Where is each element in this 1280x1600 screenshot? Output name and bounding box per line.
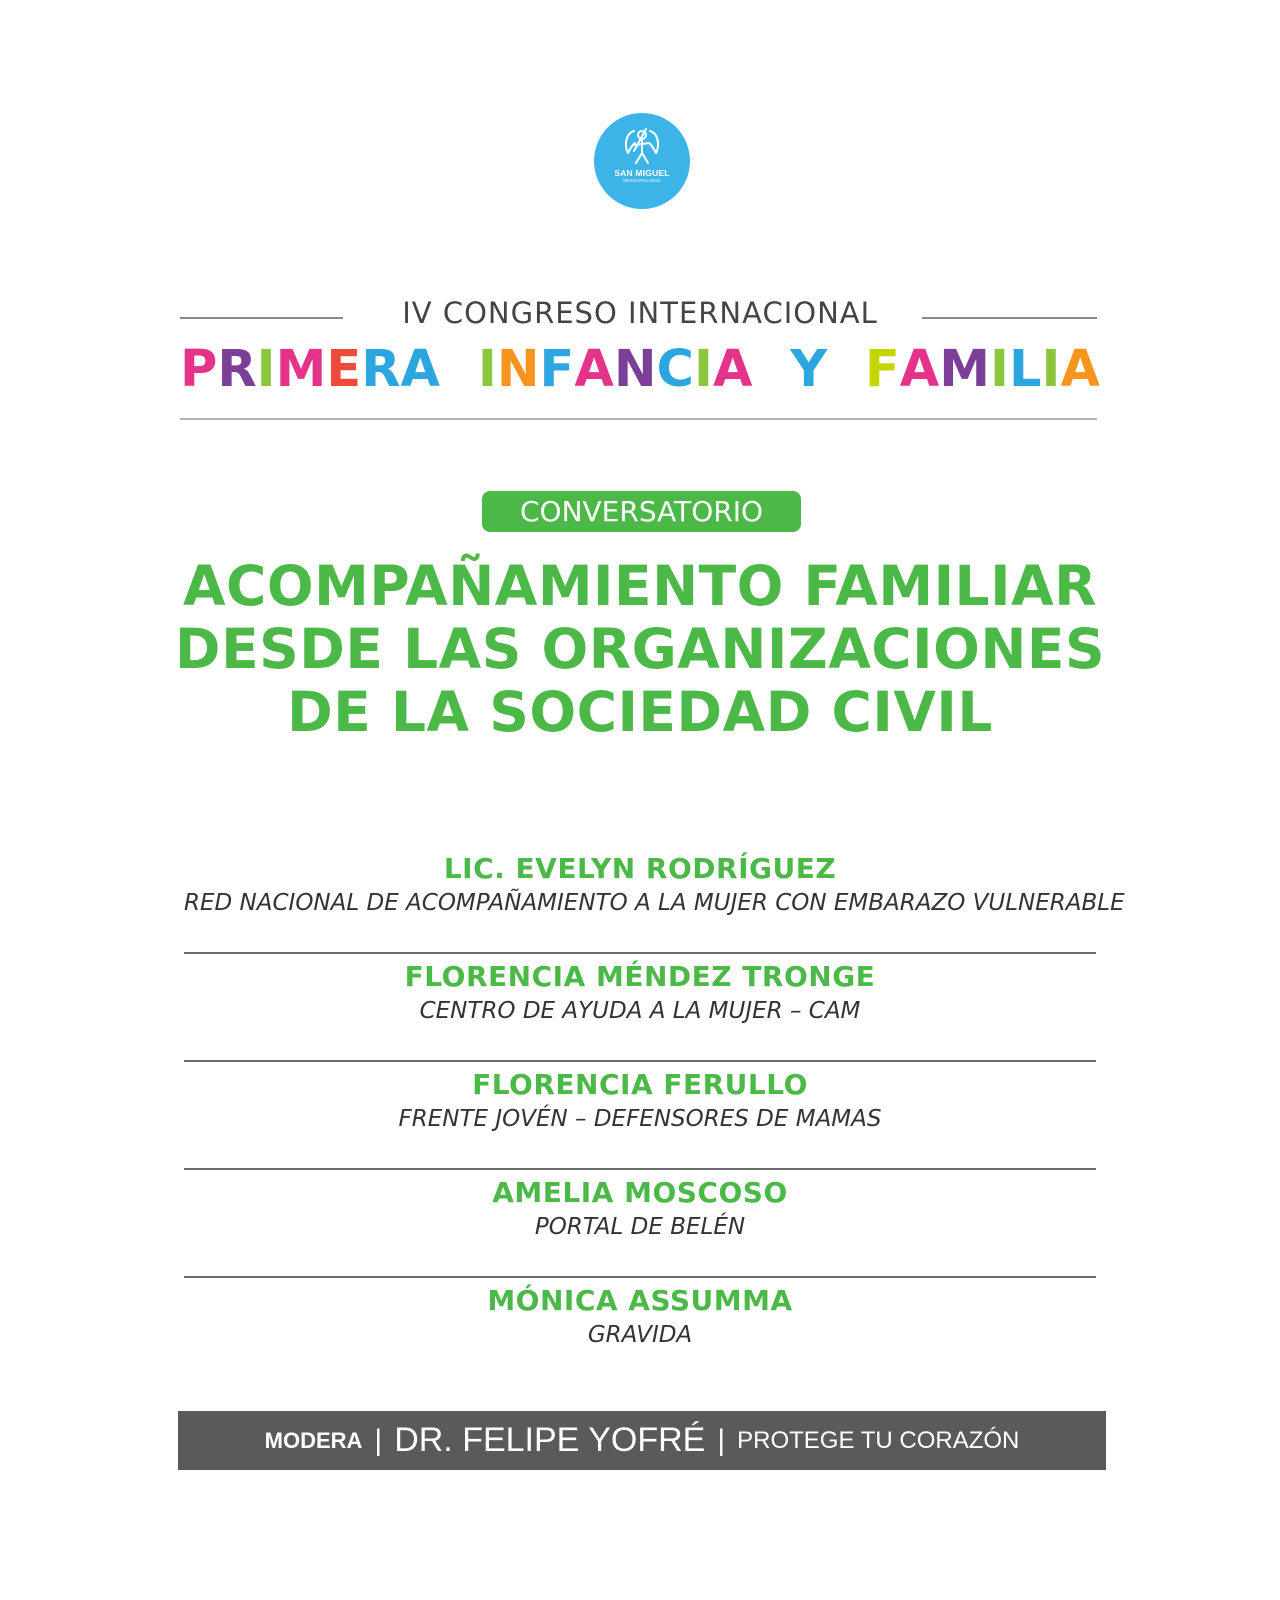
speaker-name: AMELIA MOSCOSO [492,1176,788,1209]
brand-letter: A [574,339,614,399]
brand-letter: I [1041,339,1061,399]
brand-letter: A [1060,339,1100,399]
header-divider [180,418,1097,420]
speaker-name: MÓNICA ASSUMMA [487,1284,793,1317]
speaker-item [184,954,1096,1062]
moderator-separator: | [374,1423,383,1457]
speaker-organization: PORTAL DE BELÉN [534,1214,746,1240]
moderator-organization: PROTEGE TU CORAZÓN [737,1426,1020,1454]
speaker-item [184,846,1125,954]
speaker-list [184,846,1125,1386]
brand-letter: I [693,339,713,399]
moderator-name: DR. FELIPE YOFRÉ [394,1421,706,1459]
brand-letter: N [613,339,657,399]
brand-letter: C [656,339,694,399]
brand-letter: M [939,339,991,399]
speaker-item [184,1170,1096,1278]
brand-letter: A [400,339,441,399]
congress-title: IV CONGRESO INTERNACIONAL [402,296,878,330]
speaker-item [184,1062,1096,1170]
moderator-separator: | [717,1423,726,1457]
brand-letter: R [361,339,401,399]
logo-subtitle: MUNICIPALIDAD [623,178,661,183]
panel-title-line: DE LA SOCIEDAD CIVIL [287,680,993,744]
brand-letter: Y [790,339,828,399]
brand-letter: R [217,339,257,399]
speaker-organization: FRENTE JOVÉN – DEFENSORES DE MAMAS [398,1106,882,1132]
speaker-name: FLORENCIA MÉNDEZ TRONGE [404,960,876,993]
brand-letter: I [477,339,497,399]
brand-letter: A [899,339,940,399]
brand-letter: E [326,339,362,399]
angel-icon [620,123,664,167]
logo-name: SAN MIGUEL [614,168,670,178]
conversatorio-badge: CONVERSATORIO [482,491,801,532]
brand-letter: L [1009,339,1042,399]
brand-word [478,340,753,399]
brand-letter: F [864,339,900,399]
speaker-item [184,1278,1096,1386]
speaker-name: FLORENCIA FERULLO [472,1068,808,1101]
brand-letter: A [712,339,753,399]
municipality-logo [594,113,690,209]
brand-word [790,340,827,399]
speaker-name: LIC. EVELYN RODRÍGUEZ [443,852,837,885]
brand-letter: F [539,339,575,399]
speaker-organization: GRAVIDA [587,1322,693,1348]
panel-title [0,555,1280,744]
brand-letter: I [990,339,1010,399]
panel-title-line: DESDE LAS ORGANIZACIONES [174,617,1106,681]
brand-letter: P [180,339,218,399]
brand-letter: N [496,339,540,399]
moderator-bar [178,1411,1106,1470]
event-brand-title [180,340,1100,398]
brand-word [180,340,440,399]
moderator-label: MODERA [264,1427,363,1453]
speaker-organization: RED NACIONAL DE ACOMPAÑAMIENTO A LA MUJER CON EMBARAZO VULNERABLE [184,890,1125,916]
speaker-organization: CENTRO DE AYUDA A LA MUJER – CAM [419,998,861,1024]
brand-letter: M [275,339,327,399]
brand-word [865,340,1100,399]
brand-letter: I [256,339,276,399]
panel-title-line: ACOMPAÑAMIENTO FAMILIAR [182,554,1097,618]
